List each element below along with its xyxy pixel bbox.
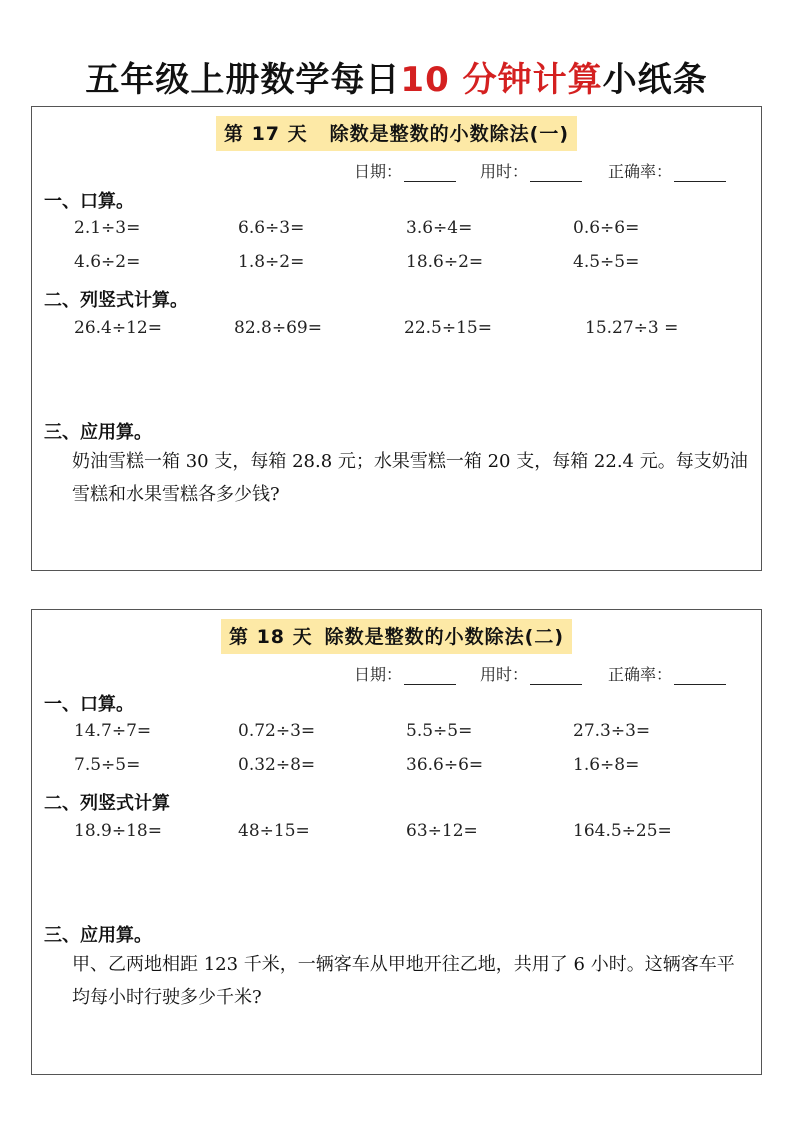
time-field: [480, 159, 582, 182]
topic-label: 除数是整数的小数除法(二): [324, 626, 565, 648]
meta-row: [32, 662, 761, 688]
time-blank[interactable]: [530, 166, 582, 182]
title-accent: 10 分钟计算: [400, 60, 603, 100]
oral-item: 18.6÷2=: [406, 252, 484, 272]
card-header: [32, 116, 761, 151]
section-vertical-heading: 二、列竖式计算: [44, 793, 170, 814]
section-oral-heading: 一、口算。: [44, 191, 134, 212]
accuracy-field: [608, 159, 726, 182]
section-vertical-heading: 二、列竖式计算。: [44, 290, 188, 311]
vertical-item: 26.4÷12=: [74, 318, 162, 338]
oral-row: [32, 721, 761, 745]
section-word-problem-heading: 三、应用算。: [44, 925, 152, 946]
date-label: 日期：: [354, 162, 403, 181]
vertical-item: 15.27÷3 =: [585, 318, 679, 338]
date-field: [354, 159, 456, 182]
oral-row: [32, 218, 761, 242]
oral-item: 4.6÷2=: [74, 252, 141, 272]
date-label: 日期：: [354, 665, 403, 684]
oral-item: 0.6÷6=: [573, 218, 640, 238]
accuracy-label: 正确率：: [608, 162, 673, 181]
vertical-item: 18.9÷18=: [74, 821, 162, 841]
oral-item: 4.5÷5=: [573, 252, 640, 272]
worksheet-card-day-18: [31, 609, 762, 1075]
meta-row: [32, 159, 761, 185]
word-problem-text: 奶油雪糕一箱 30 支，每箱 28.8 元；水果雪糕一箱 20 支，每箱 22.4 元。每支奶油雪糕和水果雪糕各多少钱?: [72, 451, 748, 505]
vertical-item: 164.5÷25=: [573, 821, 672, 841]
title-suffix: 小纸条: [602, 60, 708, 100]
card-header-highlight: [216, 116, 577, 151]
oral-item: 0.72÷3=: [238, 721, 316, 741]
vertical-item: 48÷15=: [238, 821, 310, 841]
oral-row: [32, 252, 761, 276]
time-blank[interactable]: [530, 669, 582, 685]
oral-item: 6.6÷3=: [238, 218, 305, 238]
oral-item: 7.5÷5=: [74, 755, 141, 775]
date-field: [354, 662, 456, 685]
accuracy-label: 正确率：: [608, 665, 673, 684]
accuracy-blank[interactable]: [674, 166, 726, 182]
oral-item: 27.3÷3=: [573, 721, 651, 741]
time-label: 用时：: [480, 665, 529, 684]
oral-row: [32, 755, 761, 779]
oral-item: 14.7÷7=: [74, 721, 152, 741]
oral-item: 36.6÷6=: [406, 755, 484, 775]
oral-item: 1.8÷2=: [238, 252, 305, 272]
vertical-row: [32, 318, 761, 342]
vertical-row: [32, 821, 761, 845]
card-header-highlight: [221, 619, 572, 654]
vertical-item: 22.5÷15=: [404, 318, 492, 338]
card-header: [32, 619, 761, 654]
day-label: 第 18 天: [228, 626, 313, 648]
accuracy-blank[interactable]: [674, 669, 726, 685]
topic-label: 除数是整数的小数除法(一): [329, 123, 570, 145]
oral-item: 1.6÷8=: [573, 755, 640, 775]
oral-item: 3.6÷4=: [406, 218, 473, 238]
date-blank[interactable]: [404, 166, 456, 182]
vertical-item: 63÷12=: [406, 821, 478, 841]
title-prefix: 五年级上册数学每日: [85, 60, 401, 100]
page-title: [0, 52, 793, 101]
oral-item: 2.1÷3=: [74, 218, 141, 238]
section-word-problem-heading: 三、应用算。: [44, 422, 152, 443]
day-label: 第 17 天: [223, 123, 308, 145]
accuracy-field: [608, 662, 726, 685]
vertical-item: 82.8÷69=: [234, 318, 322, 338]
date-blank[interactable]: [404, 669, 456, 685]
worksheet-card-day-17: [31, 106, 762, 571]
oral-item: 5.5÷5=: [406, 721, 473, 741]
section-oral-heading: 一、口算。: [44, 694, 134, 715]
time-field: [480, 662, 582, 685]
oral-item: 0.32÷8=: [238, 755, 316, 775]
word-problem-text: 甲、乙两地相距 123 千米，一辆客车从甲地开往乙地，共用了 6 小时。这辆客车平均每小时行驶多少千米?: [72, 954, 735, 1008]
time-label: 用时：: [480, 162, 529, 181]
